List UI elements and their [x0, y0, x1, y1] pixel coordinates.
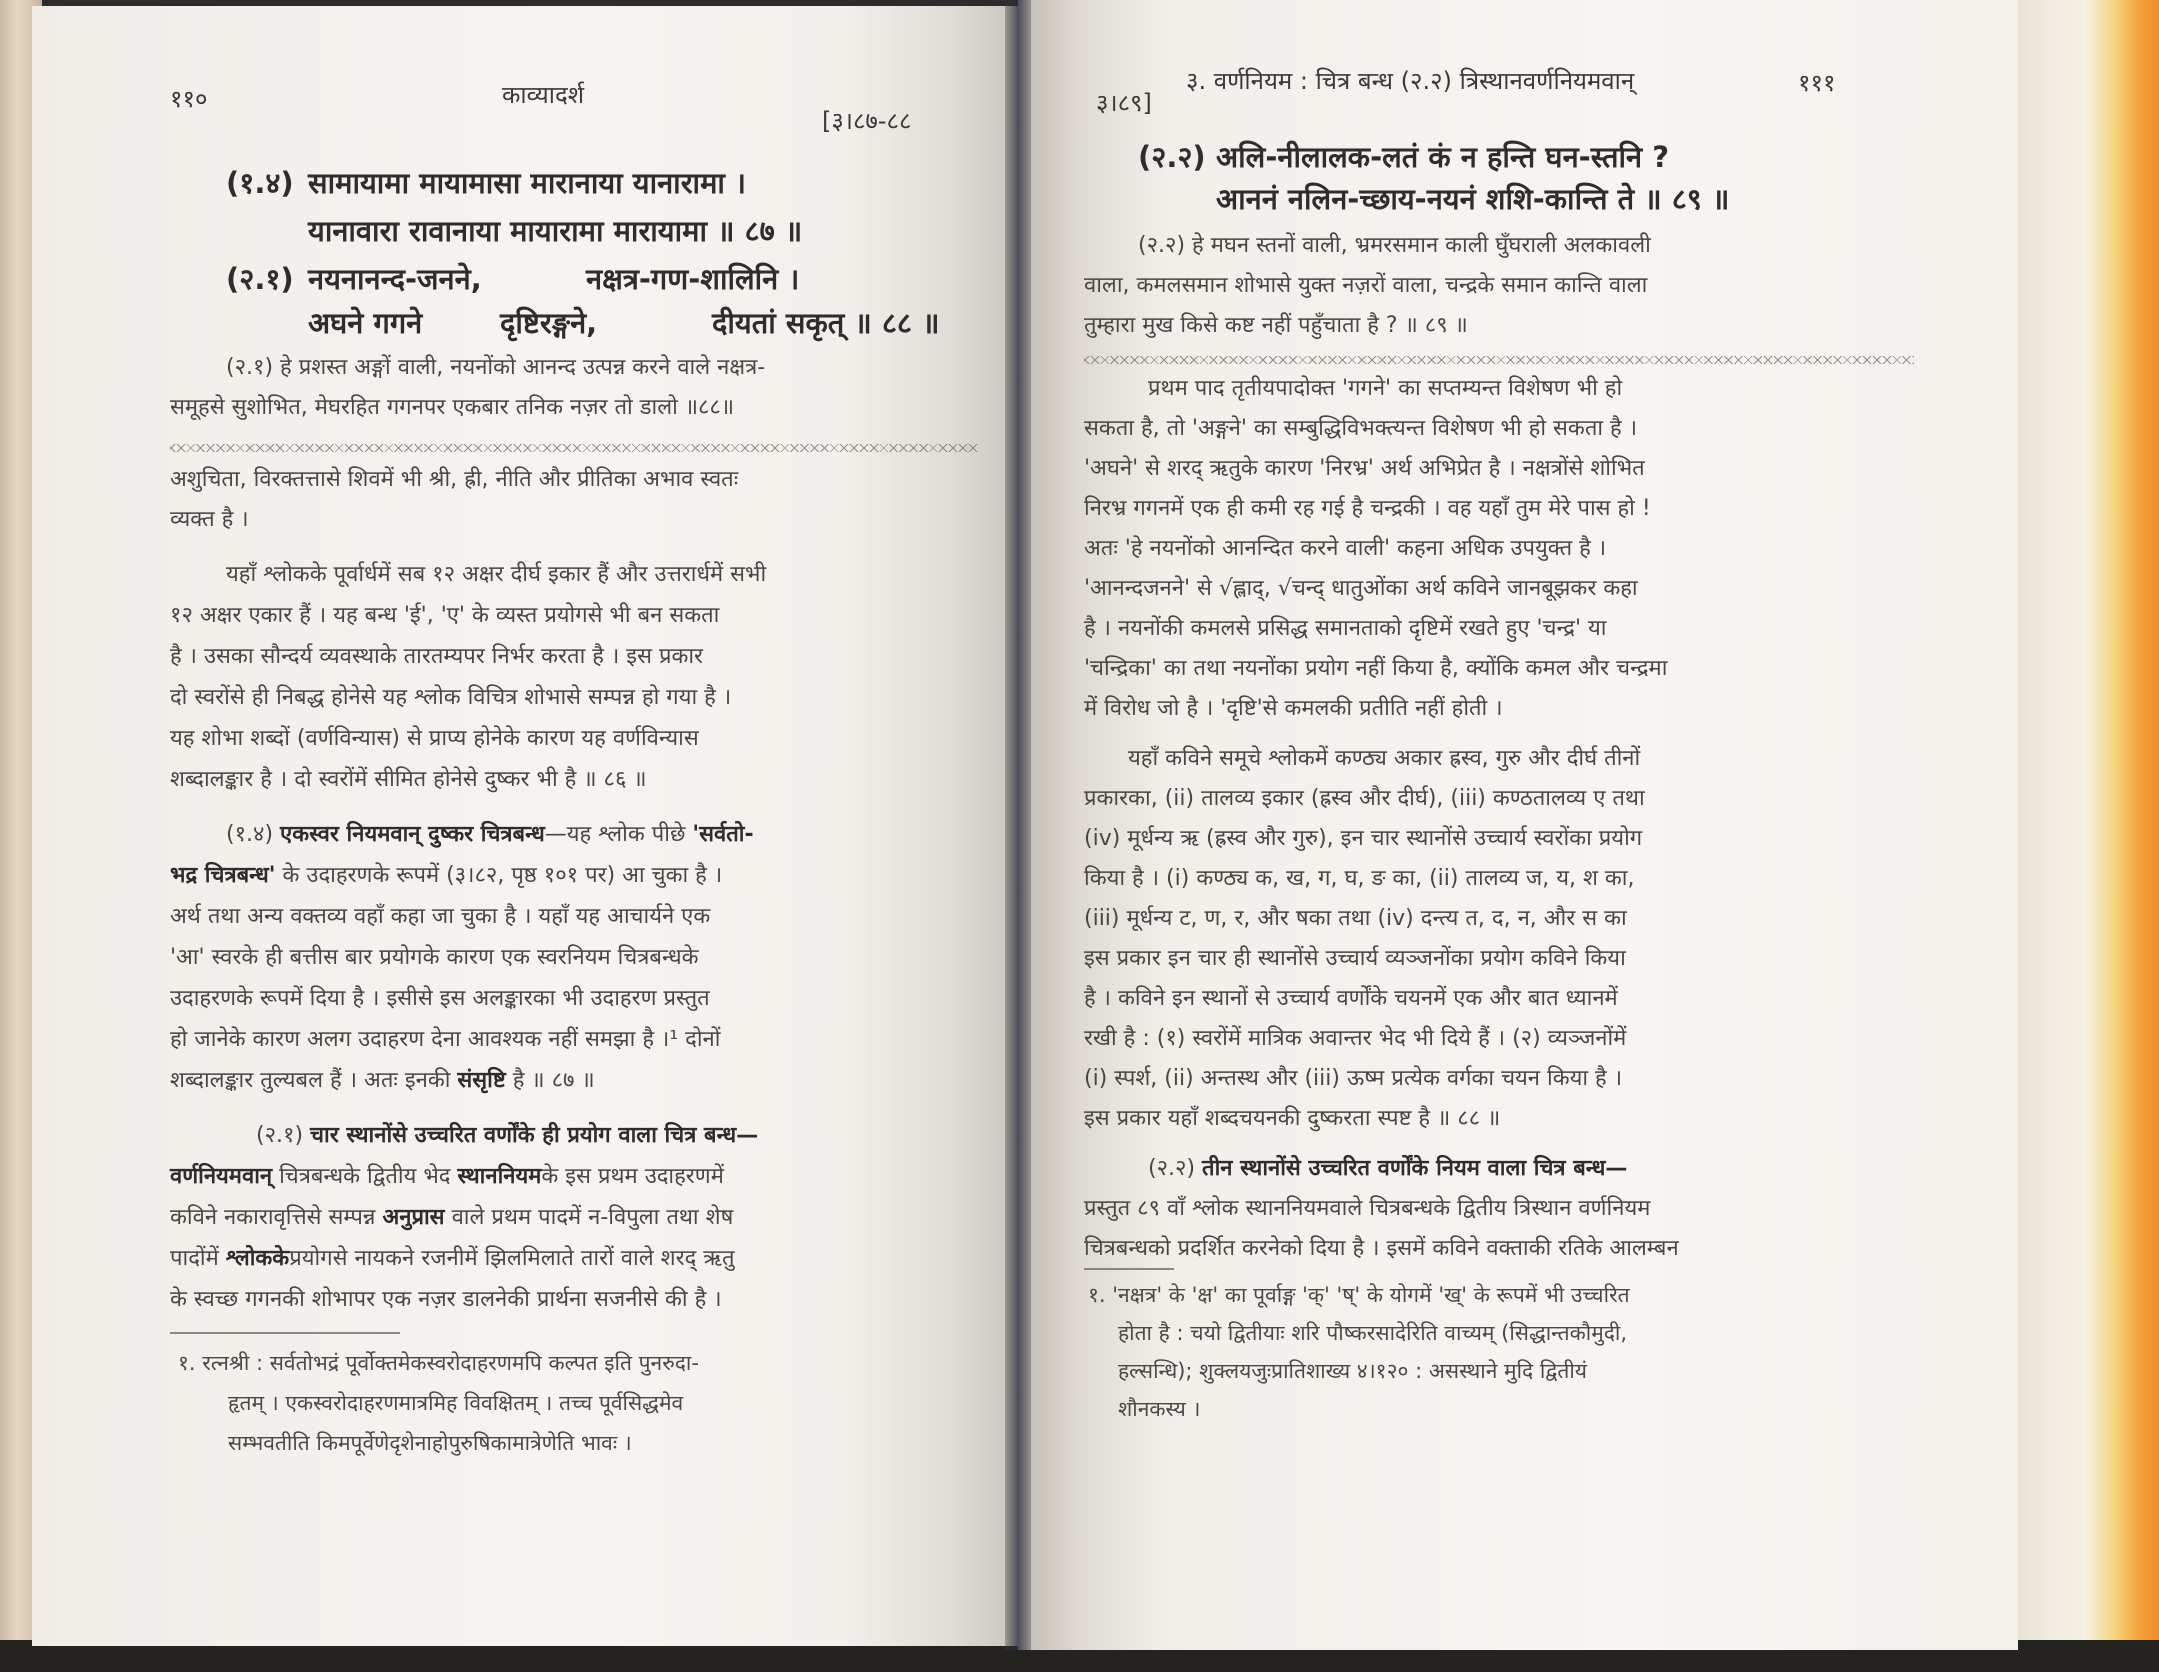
- para3-line-3: अर्थ तथा अन्य वक्तव्य वहाँ कहा जा चुका है । यहाँ यह आचार्यने एक: [170, 904, 711, 929]
- para4-line-5: के स्वच्छ गगनकी शोभापर एक नज़र डालनेकी प्रार्थना सजनीसे की है ।: [170, 1287, 722, 1312]
- wavy-separator: [170, 444, 978, 452]
- para3-line-2: [170, 862, 722, 890]
- para3-line-5: उदाहरणके रूपमें दिया है । इसीसे इस अलङ्कारका भी उदाहरण प्रस्तुत: [170, 986, 710, 1011]
- book-gutter: [1005, 0, 1031, 1650]
- verse-87-line-1: सामायामा मायामासा मारानाया यानारामा ।: [308, 166, 747, 200]
- verse-89-translation-line-2: वाला, कमलसमान शोभासे युक्त नज़रों वाला, चन्द्रके समान कान्ति वाला: [1084, 273, 1648, 298]
- para4-term-1: वर्णनियमवान्: [170, 1164, 273, 1189]
- r-para2-line-2: प्रकारका, (ii) तालव्य इकार (ह्रस्व और दीर्घ), (iii) कण्ठतालव्य ए तथा: [1084, 786, 1645, 811]
- r-footnote-line-2: होता है : चयो द्वितीयाः शरि पौष्करसादेरिति वाच्यम् (सिद्धान्तकौमुदी,: [1118, 1321, 1628, 1345]
- verse-89-line-2: आननं नलिन-च्छाय-नयनं शशि-कान्ति ते ॥ ८९ ॥: [1216, 182, 1730, 216]
- para3-number: (१.४): [226, 822, 274, 847]
- para2-line-4: दो स्वरोंसे ही निबद्ध होनेसे यह श्लोक विचित्र शोभासे सम्पन्न हो गया है ।: [170, 685, 732, 710]
- verse-89-translation-line-3: तुम्हारा मुख किसे कष्ट नहीं पहुँचाता है ? ॥ ८९ ॥: [1084, 313, 1468, 338]
- r-para2-line-1: यहाँ कविने समूचे श्लोकमें कण्ठ्य अकार ह्रस्व, गुरु और दीर्घ तीनों: [1128, 746, 1641, 771]
- para4-line-2: [170, 1163, 724, 1191]
- verse-88-line-2b: दृष्टिरङ्गने,: [500, 306, 598, 340]
- para4-line-3-end: वाले प्रथम पादमें न-विपुला तथा शेष: [451, 1205, 734, 1230]
- para2-line-1: यहाँ श्लोकके पूर्वार्धमें सब १२ अक्षर दीर्घ इकार हैं और उत्तरार्धमें सभी: [226, 562, 767, 587]
- r-para1-line-9: में विरोध जो है । 'दृष्टि'से कमलकी प्रतीति नहीं होती ।: [1084, 696, 1503, 721]
- r-para1-line-5: अतः 'हे नयनोंको आनन्दित करने वाली' कहना अधिक उपयुक्त है ।: [1084, 536, 1607, 561]
- para4-line-2-end: के इस प्रथम उदाहरणमें: [541, 1164, 724, 1189]
- footnote-line-1: १. रत्नश्री : सर्वतोभद्रं पूर्वोक्तमेकस्वरोदाहरणमपि कल्पत इति पुनरुदा-: [178, 1351, 699, 1375]
- para3-line-6: हो जानेके कारण अलग उदाहरण देना आवश्यक नहीं समझा है ।¹ दोनों: [170, 1027, 721, 1052]
- r-para2-line-9: (i) स्पर्श, (ii) अन्तस्थ और (iii) ऊष्म प्रत्येक वर्गका चयन किया है ।: [1084, 1066, 1623, 1091]
- para4-term-4: श्लोकके: [225, 1246, 290, 1271]
- para3-term-2: भद्र चित्रबन्ध': [170, 863, 276, 888]
- verse-88-translation-line-2: समूहसे सुशोभित, मेघरहित गगनपर एकबार तनिक नज़र तो डालो ॥८८॥: [170, 395, 735, 420]
- para3-term-1: 'सर्वतो-: [692, 822, 754, 847]
- para2-line-2: १२ अक्षर एकार हैं । यह बन्ध 'ई', 'ए' के व्यस्त प्रयोगसे भी बन सकता: [170, 603, 720, 628]
- verse-87-line-2: यानावारा रावानाया मायारामा मारायामा ॥ ८७ ॥: [308, 214, 803, 248]
- para3-line-7-text: शब्दालङ्कार तुल्यबल हैं । अतः इनकी: [170, 1068, 451, 1093]
- para3-line-2-text: के उदाहरणके रूपमें (३।८२, पृष्ठ १०१ पर) आ चुका है ।: [282, 863, 723, 888]
- verse-88-line-1a: नयनानन्द-जनने,: [308, 262, 482, 296]
- r-para1-line-1: प्रथम पाद तृतीयपादोक्त 'गगने' का सप्तम्यन्त विशेषण भी हो: [1148, 376, 1623, 401]
- r-para3-line-3: चित्रबन्धको प्रदर्शित करनेको दिया है । इसमें कविने वक्ताकी रतिके आलम्बन: [1084, 1236, 1679, 1261]
- left-page: [32, 6, 1018, 1646]
- verse-89-translation-line-1: (२.२) हे मघन स्तनों वाली, भ्रमरसमान काली घुँघराली अलकावली: [1138, 233, 1651, 258]
- r-para2-line-10: इस प्रकार यहाँ शब्दचयनकी दुष्करता स्पष्ट है ॥ ८८ ॥: [1084, 1106, 1501, 1131]
- right-page-number: १११: [1798, 69, 1836, 97]
- r-para3-line-1: [1148, 1155, 1627, 1183]
- r-para3-number: (२.२): [1148, 1156, 1196, 1181]
- verse-88-line-2c: दीयतां सकृत् ॥ ८८ ॥: [712, 306, 940, 340]
- r-para1-line-6: 'आनन्दजनने' से √ह्लाद्, √चन्द् धातुओंका अर्थ कविने जानबूझकर कहा: [1084, 576, 1638, 601]
- r-para3-line-2: प्रस्तुत ८९ वाँ श्लोक स्थाननियमवाले चित्रबन्धके द्वितीय त्रिस्थान वर्णनियम: [1084, 1196, 1651, 1221]
- para3-line-1-text: —यह श्लोक पीछे: [544, 822, 686, 847]
- r-para2-line-5: (iii) मूर्धन्य ट, ण, र, और षका तथा (iv) दन्त्य त, द, न, और स का: [1084, 906, 1627, 931]
- left-page-number: ११०: [170, 85, 208, 113]
- para4-line-2-text: चित्रबन्धके द्वितीय भेद: [279, 1164, 451, 1189]
- r-para2-line-8: रखी है : (१) स्वरोंमें मात्रिक अवान्तर भेद भी दिये हैं । (२) व्यञ्जनोंमें: [1084, 1026, 1627, 1051]
- footnote-line-2: हृतम् । एकस्वरोदाहरणमात्रमिह विवक्षितम् । तच्च पूर्वसिद्धमेव: [228, 1391, 684, 1415]
- para3-line-7-end: है ॥ ८७ ॥: [512, 1068, 595, 1093]
- left-running-title: काव्यादर्श: [502, 81, 585, 109]
- r-para2-line-6: इस प्रकार इन चार ही स्थानोंसे उच्चार्य व्यञ्जनोंका प्रयोग कविने किया: [1084, 946, 1626, 971]
- r-para2-line-7: है । कविने इन स्थानों से उच्चार्य वर्णोंके चयनमें एक और बात ध्यानमें: [1084, 986, 1618, 1011]
- para3-heading: एकस्वर नियमवान् दुष्कर चित्रबन्ध: [280, 822, 545, 847]
- verse-88-line-1b: नक्षत्र-गण-शालिनि ।: [586, 262, 800, 296]
- para2-line-6: शब्दालङ्कार है । दो स्वरोंमें सीमित होनेसे दुष्कर भी है ॥ ८६ ॥: [170, 767, 647, 792]
- para2-line-5: यह शोभा शब्दों (वर्णविन्यास) से प्राप्य होनेके कारण यह वर्णविन्यास: [170, 726, 699, 751]
- para4-line-3-text: कविने नकारावृत्तिसे सम्पन्न: [170, 1205, 376, 1230]
- para4-line-1: [256, 1122, 758, 1150]
- para4-line-4-end: प्रयोगसे नायकने रजनीमें झिलमिलाते तारों वाले शरद् ऋतु: [289, 1246, 735, 1271]
- verse-87-number: (१.४): [226, 166, 294, 200]
- r-footnote-line-1: १. 'नक्षत्र' के 'क्ष' का पूर्वाङ्ग 'क्' 'ष्' के योगमें 'ख्' के रूपमें भी उच्चरित: [1088, 1283, 1630, 1307]
- verse-89-line-1: अलि-नीलालक-लतं कं न हन्ति घन-स्तनि ?: [1216, 140, 1670, 174]
- footnote-rule-right: [1084, 1268, 1174, 1270]
- para4-number: (२.१): [256, 1123, 304, 1148]
- para4-line-4: [170, 1245, 735, 1273]
- para3-line-7: [170, 1067, 595, 1095]
- para4-heading: चार स्थानोंसे उच्चरित वर्णोंके ही प्रयोग वाला चित्र बन्ध—: [310, 1123, 759, 1148]
- para3-term-3: संसृष्टि: [457, 1068, 506, 1093]
- left-section-ref: [३।८७-८८: [822, 107, 912, 135]
- para2-line-3: है । उसका सौन्दर्य व्यवस्थाके तारतम्यपर निर्भर करता है । इस प्रकार: [170, 644, 704, 669]
- verse-88-number: (२.१): [226, 262, 294, 296]
- r-footnote-line-4: शौनकस्य ।: [1118, 1397, 1201, 1421]
- para4-line-3: [170, 1204, 733, 1232]
- right-page-edges: [2012, 0, 2159, 1640]
- footnote-rule: [170, 1332, 400, 1334]
- verse-88-translation-line-1: (२.१) हे प्रशस्त अङ्गों वाली, नयनोंको आनन्द उत्पन्न करने वाले नक्षत्र-: [226, 355, 766, 380]
- verse-89-number: (२.२): [1138, 140, 1206, 174]
- r-para2-line-4: किया है । (i) कण्ठ्य क, ख, ग, घ, ङ का, (ii) तालव्य ज, य, श का,: [1084, 866, 1635, 891]
- r-footnote-line-3: हल्सन्धि); शुक्लयजुःप्रातिशाख्य ४।१२० : असस्थाने मुदि द्वितीयं: [1118, 1359, 1587, 1383]
- right-page: [1018, 0, 2018, 1650]
- right-section-ref: ३।८९]: [1096, 89, 1152, 117]
- right-running-title: ३. वर्णनियम : चित्र बन्ध (२.२) त्रिस्थानवर्णनियमवान्: [1186, 67, 1635, 95]
- para4-term-2: स्थाननियम: [457, 1164, 542, 1189]
- r-para2-line-3: (iv) मूर्धन्य ऋ (ह्रस्व और गुरु), इन चार स्थानोंसे उच्चार्य स्वरोंका प्रयोग: [1084, 826, 1643, 851]
- wavy-separator-right: [1084, 356, 1914, 364]
- footnote-line-3: सम्भवतीति किमपूर्वेणेदृशेनाहोपुरुषिकामात्रेणेति भावः ।: [228, 1431, 632, 1455]
- para4-line-4-text: पादोंमें: [170, 1246, 219, 1271]
- r-para1-line-7: है । नयनोंकी कमलसे प्रसिद्ध समानताको दृष्टिमें रखते हुए 'चन्द्र' या: [1084, 616, 1607, 641]
- para3-line-1: [226, 821, 754, 849]
- r-para1-line-3: 'अघने' से शरद् ऋतुके कारण 'निरभ्र' अर्थ अभिप्रेत है । नक्षत्रोंसे शोभित: [1084, 456, 1645, 481]
- verse-88-line-2a: अघने गगने: [308, 306, 423, 340]
- para1-line-1: अशुचिता, विरक्तत्तासे शिवमें भी श्री, ह्री, नीति और प्रीतिका अभाव स्वतः: [170, 467, 739, 492]
- r-para1-line-8: 'चन्द्रिका' का तथा नयनोंका प्रयोग नहीं किया है, क्योंकि कमल और चन्द्रमा: [1084, 656, 1668, 681]
- r-para3-heading: तीन स्थानोंसे उच्चरित वर्णोंके नियम वाला चित्र बन्ध—: [1202, 1156, 1628, 1181]
- r-para1-line-4: निरभ्र गगनमें एक ही कमी रह गई है चन्द्रकी । वह यहाँ तुम मेरे पास हो !: [1084, 496, 1651, 521]
- para1-line-2: व्यक्त है ।: [170, 507, 249, 532]
- para3-line-4: 'आ' स्वरके ही बत्तीस बार प्रयोगके कारण एक स्वरनियम चित्रबन्धके: [170, 945, 699, 970]
- para4-term-3: अनुप्रास: [382, 1205, 445, 1230]
- r-para1-line-2: सकता है, तो 'अङ्गने' का सम्बुद्धिविभक्त्यन्त विशेषण भी हो सकता है ।: [1084, 416, 1638, 441]
